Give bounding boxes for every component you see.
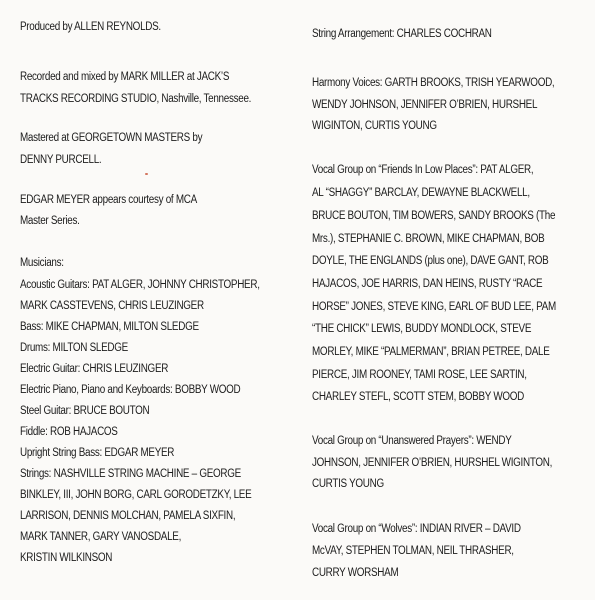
harmony-voices-line: WENDY JOHNSON, JENNIFER O’BRIEN, HURSHEL (312, 99, 538, 111)
musician-credit-line: Fiddle: ROB HAJACOS (20, 426, 118, 438)
friends-vocal-group-line: HAJACOS, JOE HARRIS, DAN HEINS, RUSTY “RACE (312, 278, 543, 290)
musician-credit-line: LARRISON, DENNIS MOLCHAN, PAMELA SIXFIN, (20, 510, 236, 522)
friends-vocal-group-line: PIERCE, JIM ROONEY, TAMI ROSE, LEE SARTIN, (312, 369, 527, 381)
wolves-vocal-group-line: CURRY WORSHAM (312, 567, 399, 579)
musician-credit-line: Strings: NASHVILLE STRING MACHINE – GEORGE (20, 468, 241, 480)
harmony-voices-line: WIGINTON, CURTIS YOUNG (312, 120, 437, 132)
friends-vocal-group-line: “THE CHICK” LEWIS, BUDDY MONDLOCK, STEVE (312, 323, 532, 335)
musician-credit-line: MARK TANNER, GARY VANOSDALE, (20, 531, 182, 543)
musician-credit-line: Drums: MILTON SLEDGE (20, 342, 128, 354)
string-arrangement-line: String Arrangement: CHARLES COCHRAN (312, 28, 492, 40)
mastering-line: DENNY PURCELL. (20, 154, 102, 166)
musician-credit-line: Electric Piano, Piano and Keyboards: BOBBY WOOD (20, 384, 241, 396)
wolves-vocal-group-line: McVAY, STEPHEN TOLMAN, NEIL THRASHER, (312, 545, 514, 557)
friends-vocal-group-line: Vocal Group on “Friends In Low Places”: PAT ALGER, (312, 164, 534, 176)
recording-line: Recorded and mixed by MARK MILLER at JACK’S (20, 71, 230, 83)
musicians-heading: Musicians: (20, 257, 64, 269)
friends-vocal-group-line: HORSE” JONES, STEVE KING, EARL OF BUD LEE, PAM (312, 301, 556, 313)
unanswered-prayers-vocal-group-line: JOHNSON, JENNIFER O’BRIEN, HURSHEL WIGINTON, (312, 457, 553, 469)
courtesy-line: Master Series. (20, 215, 80, 227)
friends-vocal-group-line: BRUCE BOUTON, TIM BOWERS, SANDY BROOKS (The (312, 210, 556, 222)
musician-credit-line: BINKLEY, III, JOHN BORG, CARL GORODETZKY, LEE (20, 489, 252, 501)
mastering-line: Mastered at GEORGETOWN MASTERS by (20, 132, 203, 144)
musician-credit-line: Electric Guitar: CHRIS LEUZINGER (20, 363, 169, 375)
wolves-vocal-group-line: Vocal Group on “Wolves”: INDIAN RIVER – DAVID (312, 523, 521, 535)
friends-vocal-group-line: DOYLE, THE ENGLANDS (plus one), DAVE GANT, ROB (312, 255, 549, 267)
friends-vocal-group-line: Mrs.), STEPHANIE C. BROWN, MIKE CHAPMAN, BOB (312, 233, 545, 245)
print-speck (145, 173, 148, 175)
musician-credit-line: MARK CASSTEVENS, CHRIS LEUZINGER (20, 300, 204, 312)
unanswered-prayers-vocal-group-line: Vocal Group on “Unanswered Prayers”: WENDY (312, 435, 512, 447)
friends-vocal-group-line: MORLEY, MIKE “PALMERMAN”, BRIAN PETREE, DALE (312, 346, 550, 358)
producer-line: Produced by ALLEN REYNOLDS. (20, 21, 161, 33)
musician-credit-line: KRISTIN WILKINSON (20, 552, 113, 564)
harmony-voices-line: Harmony Voices: GARTH BROOKS, TRISH YEARWOOD, (312, 77, 555, 89)
friends-vocal-group-line: AL “SHAGGY” BARCLAY, DEWAYNE BLACKWELL, (312, 187, 530, 199)
friends-vocal-group-line: CHARLEY STEFL, SCOTT STEM, BOBBY WOOD (312, 391, 524, 403)
courtesy-line: EDGAR MEYER appears courtesy of MCA (20, 194, 197, 206)
unanswered-prayers-vocal-group-line: CURTIS YOUNG (312, 478, 384, 490)
musician-credit-line: Acoustic Guitars: PAT ALGER, JOHNNY CHRISTOPHER, (20, 279, 260, 291)
musician-credit-line: Steel Guitar: BRUCE BOUTON (20, 405, 150, 417)
musician-credit-line: Upright String Bass: EDGAR MEYER (20, 447, 175, 459)
musician-credit-line: Bass: MIKE CHAPMAN, MILTON SLEDGE (20, 321, 199, 333)
recording-line: TRACKS RECORDING STUDIO, Nashville, Tennessee. (20, 93, 252, 105)
